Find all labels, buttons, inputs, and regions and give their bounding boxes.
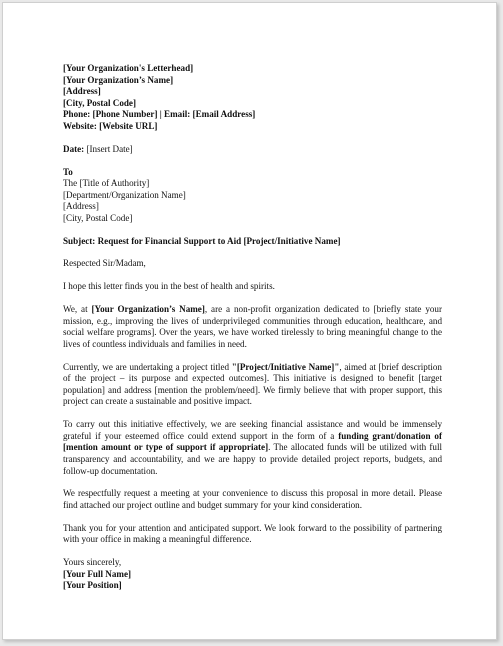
subject-line: Subject: Request for Financial Support to Aid [Project/Initiative Name] [63,235,341,246]
paragraph-6: Thank you for your attention and anticipated support. We look forward to the possibility of partnering with your office in making a meaningful difference. [63,522,442,545]
recipient-block [63,167,442,225]
paragraph-5: We respectfully request a meeting at your convenience to discuss this proposal in more detail. Please find attached our project outline and budget summary for your kind consideration. [63,488,442,510]
paragraph-1: I hope this letter finds you in the best of health and spirits. [63,281,275,292]
sender-address: [Address] [63,86,101,97]
signer-name: [Your Full Name] [63,568,132,579]
date-line [63,144,442,156]
para2-pre: We, at [63,304,92,315]
closing-block [63,557,442,592]
signoff: Yours sincerely, [63,557,122,568]
recipient-to: To [63,166,73,177]
salutation: Respected Sir/Madam, [63,258,146,269]
sender-city: [City, Postal Code] [63,97,136,108]
recipient-city: [City, Postal Code] [63,212,133,223]
paragraph-2 [63,304,442,350]
date-value: [Insert Date] [84,143,133,154]
para3-post: , aimed at [brief description of the project – its purpose and expected outcomes]. This initiative is designed to benefit [target population] and address [mention the problem/need]. We firmly believe that with proper support, this project can create a sustainable and positive impact. [63,361,442,407]
document-page [2,2,497,640]
para3-project-name: "[Project/Initiative Name]" [231,361,340,372]
para4-funding: funding grant/donation of [mention amount or type of support if appropriate] [63,430,442,453]
sender-org-name: [Your Organization’s Name] [63,74,174,85]
sender-contact: Phone: [Phone Number] | Email: [Email Address] [63,109,256,120]
para2-post: , are a non-profit organization dedicated to [briefly state your mission, e.g., improving the lives of underprivileged communities through education, healthcare, and social welfare programs]. Over the years, we have worked tirelessly to bring meaningful change to the lives of countless individuals and families in need. [63,304,443,349]
signer-position: [Your Position] [63,580,122,591]
para4-post: . The allocated funds will be utilized with full transparency and accountability, and we are happy to provide detailed project reports, budgets, and follow-up documentation. [63,442,442,476]
date-label: Date: [63,143,85,154]
sender-website: Website: [Website URL] [63,120,158,131]
para3-pre: Currently, we are undertaking a project titled [63,361,232,372]
paragraph-3 [63,362,442,408]
para2-org-name: [Your Organization’s Name] [91,304,205,315]
letter-body [63,63,442,592]
para4-pre: To carry out this initiative effectively, we are seeking financial assistance and would be immensely grateful if your esteemed office could extend support in the form of a [63,419,442,441]
recipient-address: [Address] [63,201,99,212]
sender-block [63,63,442,133]
recipient-department: [Department/Organization Name] [63,189,186,200]
letterhead: [Your Organization's Letterhead] [63,63,194,73]
paragraph-4 [63,419,442,477]
recipient-title: The [Title of Authority] [63,178,150,189]
